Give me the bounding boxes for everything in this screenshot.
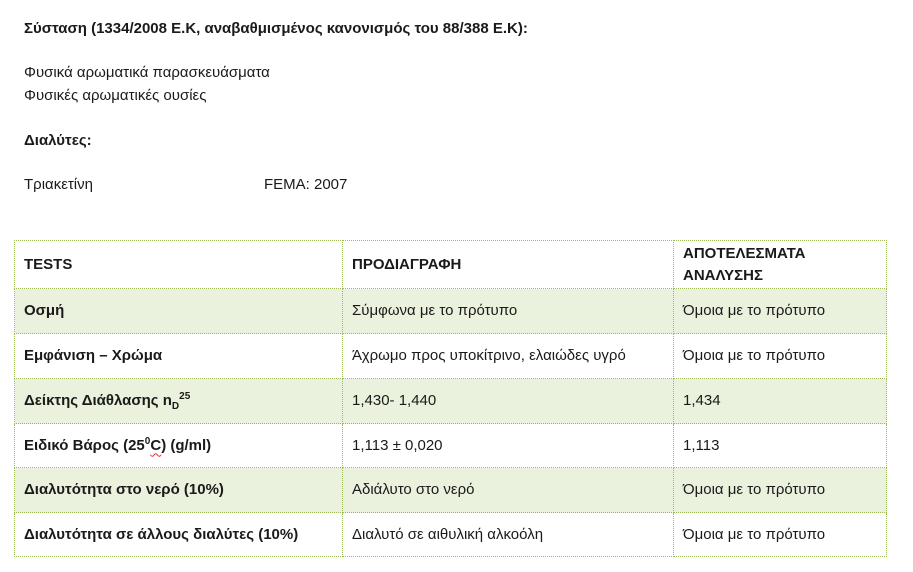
- row-result: Όμοια με το πρότυπο: [674, 289, 887, 334]
- row-spec: Σύμφωνα με το πρότυπο: [343, 289, 674, 334]
- table-row: [15, 289, 887, 334]
- row-test: Οσμή: [15, 289, 343, 334]
- row-test: Εμφάνιση – Χρώμα: [15, 334, 343, 379]
- ingredient-line-1: Φυσικά αρωματικά παρασκευάσματα: [24, 64, 270, 81]
- table-row: [15, 468, 887, 513]
- solvent-name: Τριακετίνη: [24, 176, 93, 193]
- table-header-row: [15, 241, 887, 289]
- row-test: Διαλυτότητα σε άλλους διαλύτες (10%): [15, 513, 343, 557]
- row-result: 1,113: [674, 424, 887, 468]
- superscript-25: 25: [179, 391, 191, 402]
- row-result: 1,434: [674, 379, 887, 424]
- fema-number: FEMA: 2007: [264, 176, 348, 193]
- unit-celsius: C: [150, 436, 162, 454]
- ingredient-line-2: Φυσικές αρωματικές ουσίες: [24, 87, 207, 104]
- specification-table: [14, 240, 887, 557]
- row-spec: 1,113 ± 0,020: [343, 424, 674, 468]
- row-spec: Άχρωμο προς υποκίτρινο, ελαιώδες υγρό: [343, 334, 674, 379]
- specific-gravity-label: Ειδικό Βάρος (25: [24, 436, 145, 454]
- row-result: Όμοια με το πρότυπο: [674, 468, 887, 513]
- row-result: Όμοια με το πρότυπο: [674, 334, 887, 379]
- table-row: [15, 379, 887, 424]
- table-row: [15, 424, 887, 468]
- row-spec: Διαλυτό σε αιθυλική αλκοόλη: [343, 513, 674, 557]
- row-spec: 1,430- 1,440: [343, 379, 674, 424]
- solvents-heading: Διαλύτες:: [24, 132, 92, 149]
- header-results: ΑΠΟΤΕΛΕΣΜΑΤΑ ΑΝΑΛΥΣΗΣ: [674, 241, 887, 289]
- table-row: [15, 513, 887, 557]
- row-test: [15, 424, 343, 468]
- row-spec: Αδιάλυτο στο νερό: [343, 468, 674, 513]
- row-test: [15, 379, 343, 424]
- unit-g-ml: ) (g/ml): [161, 436, 212, 454]
- refractive-index-label: Δείκτης Διάθλασης n: [24, 392, 172, 409]
- subscript-d: D: [171, 401, 180, 412]
- composition-heading: Σύσταση (1334/2008 E.K, αναβαθμισμένος κανονισμός του 88/388 E.K):: [24, 20, 528, 37]
- row-test: Διαλυτότητα στο νερό (10%): [15, 468, 343, 513]
- superscript-degree: 0: [144, 435, 151, 447]
- table-row: [15, 334, 887, 379]
- header-tests: TESTS: [15, 241, 343, 289]
- header-specification: ΠΡΟΔΙΑΓΡΑΦΗ: [343, 241, 674, 289]
- row-result: Όμοια με το πρότυπο: [674, 513, 887, 557]
